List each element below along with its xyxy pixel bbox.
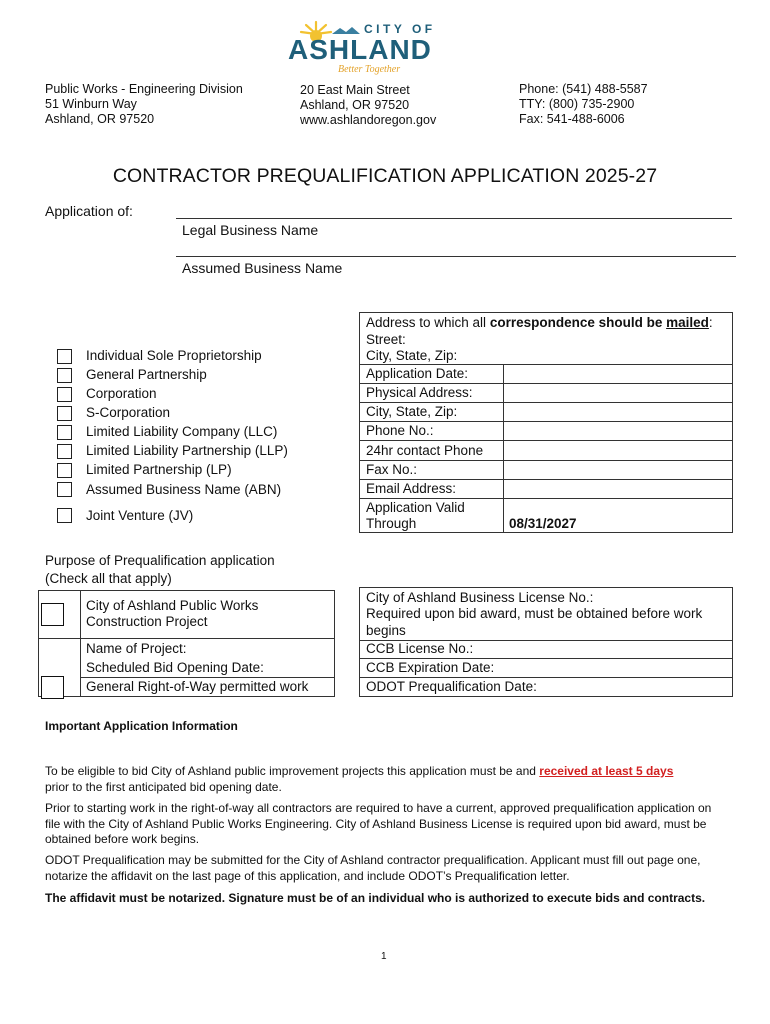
city-website-link[interactable]: www.ashlandoregon.gov xyxy=(300,113,437,127)
affidavit-paragraph: The affidavit must be notarized. Signature must be of an individual who is authorized to execute bids and contracts. xyxy=(45,891,706,905)
row-divider xyxy=(360,460,732,461)
license-row-divider xyxy=(360,658,732,659)
odot-prequalification-label: ODOT Prequalification Date: xyxy=(366,679,537,694)
row-divider xyxy=(360,402,732,403)
right-of-way-work-label: General Right-of-Way permitted work xyxy=(86,679,309,694)
entity-label-s-corporation: S-Corporation xyxy=(86,405,171,420)
deadline-highlight: received at least 5 days xyxy=(539,764,674,778)
page-title: CONTRACTOR PREQUALIFICATION APPLICATION 2025-27 xyxy=(112,165,658,187)
checkbox-right-of-way-work[interactable] xyxy=(41,676,64,699)
valid-through-date: 08/31/2027 xyxy=(509,516,577,531)
eligibility-text: To be eligible to bid City of Ashland public improvement projects this application must be and xyxy=(45,764,540,778)
assumed-name-label: Assumed Business Name xyxy=(182,260,343,276)
application-of-label: Application of: xyxy=(45,203,133,219)
logo-city-of: CITY OF xyxy=(364,22,436,36)
checkbox-joint-venture[interactable] xyxy=(57,508,72,523)
checkbox-sole-proprietorship[interactable] xyxy=(57,349,72,364)
checkbox-lp[interactable] xyxy=(57,463,72,478)
important-heading: Important Application Information xyxy=(45,719,238,733)
phone-number: Phone: (541) 488-5587 xyxy=(519,82,648,96)
city-logo xyxy=(282,20,452,78)
mailing-city-state-zip-label: City, State, Zip: xyxy=(366,348,458,363)
entity-label-llp: Limited Liability Partnership (LLP) xyxy=(86,443,288,458)
checkbox-llc[interactable] xyxy=(57,425,72,440)
division-street: 51 Winburn Way xyxy=(45,97,137,111)
mailing-street-label: Street: xyxy=(366,332,406,347)
application-date-label: Application Date: xyxy=(366,366,469,381)
bid-opening-date-label: Scheduled Bid Opening Date: xyxy=(86,660,264,675)
physical-address-label: Physical Address: xyxy=(366,385,473,400)
mountain-icon xyxy=(332,27,360,34)
physical-city-state-zip-label: City, State, Zip: xyxy=(366,404,458,419)
tty-number: TTY: (800) 735-2900 xyxy=(519,97,635,111)
row-divider xyxy=(360,364,732,365)
column-divider xyxy=(503,364,504,532)
entity-label-lp: Limited Partnership (LP) xyxy=(86,462,232,477)
purpose-row-divider xyxy=(80,677,335,678)
project-name-label: Name of Project: xyxy=(86,641,187,656)
division-name: Public Works - Engineering Division xyxy=(45,82,243,96)
checkbox-llp[interactable] xyxy=(57,444,72,459)
business-license-note: Required upon bid award, must be obtained before work xyxy=(366,606,703,621)
ccb-expiration-label: CCB Expiration Date: xyxy=(366,660,495,675)
checkbox-abn[interactable] xyxy=(57,482,72,497)
eligibility-text-cont: prior to the first anticipated bid opening date. xyxy=(45,779,282,794)
mailing-address-heading xyxy=(366,315,713,330)
row-divider xyxy=(360,479,732,480)
email-address-label: Email Address: xyxy=(366,481,457,496)
purpose-column-divider xyxy=(80,590,81,696)
business-license-label: City of Ashland Business License No.: xyxy=(366,590,594,605)
checkbox-corporation[interactable] xyxy=(57,387,72,402)
mailing-heading-bold: correspondence should be xyxy=(489,315,667,330)
city-hall-street: 20 East Main Street xyxy=(300,83,410,97)
division-city: Ashland, OR 97520 xyxy=(45,112,155,126)
fax-no-label: Fax No.: xyxy=(366,462,418,477)
logo-ashland: ASHLAND xyxy=(288,34,432,65)
ccb-license-label: CCB License No.: xyxy=(366,641,474,656)
eligibility-paragraph xyxy=(45,764,725,795)
purpose-heading: Purpose of Prequalification application xyxy=(45,553,275,568)
assumed-name-line[interactable] xyxy=(176,256,736,257)
valid-through-label-line2: Through xyxy=(366,516,417,531)
row-divider xyxy=(360,421,732,422)
entity-label-llc: Limited Liability Company (LLC) xyxy=(86,424,278,439)
header-right-contact xyxy=(519,82,648,127)
legal-name-label: Legal Business Name xyxy=(182,222,319,238)
construction-project-label-line1: City of Ashland Public Works xyxy=(86,598,259,613)
entity-label-corporation: Corporation xyxy=(86,386,157,401)
business-license-note-cont: begins xyxy=(366,623,406,638)
row-divider xyxy=(360,383,732,384)
checkbox-construction-project[interactable] xyxy=(41,603,64,626)
construction-project-label-line2: Construction Project xyxy=(86,614,208,629)
row-divider xyxy=(360,498,732,499)
fax-number: Fax: 541-488-6006 xyxy=(519,112,625,126)
checkbox-general-partnership[interactable] xyxy=(57,368,72,383)
header-left-address xyxy=(45,82,243,127)
odot-paragraph: ODOT Prequalification may be submitted for the City of Ashland contractor prequalification. Applicant must fill out page one, notarize the affidavit on the last page of this application, and include ODOT’s Prequalification letter. xyxy=(45,853,701,883)
entity-label-sole-proprietorship: Individual Sole Proprietorship xyxy=(86,348,262,363)
logo-tagline: Better Together xyxy=(338,64,401,75)
purpose-row-divider xyxy=(38,638,335,639)
right-of-way-paragraph: Prior to starting work in the right-of-way all contractors are required to have a current, approved prequalification application on file with the City of Ashland Public Works Engineering. City of Ashland Business License is required upon bid award, must be obtained before work begins. xyxy=(45,801,712,846)
purpose-subheading: (Check all that apply) xyxy=(45,571,172,586)
legal-name-line[interactable] xyxy=(176,218,732,219)
mailing-heading-prefix: Address to which all xyxy=(366,315,490,330)
page-number: 1 xyxy=(381,951,387,962)
mailing-heading-suffix: : xyxy=(708,315,713,330)
city-hall-city: Ashland, OR 97520 xyxy=(300,98,410,112)
entity-label-abn: Assumed Business Name (ABN) xyxy=(86,482,282,497)
entity-label-joint-venture: Joint Venture (JV) xyxy=(86,508,194,523)
license-row-divider xyxy=(360,677,732,678)
contact-phone-24hr-label: 24hr contact Phone xyxy=(366,443,484,458)
entity-label-general-partnership: General Partnership xyxy=(86,367,207,382)
checkbox-s-corporation[interactable] xyxy=(57,406,72,421)
valid-through-label-line1: Application Valid xyxy=(366,500,465,515)
phone-no-label: Phone No.: xyxy=(366,423,434,438)
mailing-heading-underline: mailed xyxy=(666,315,709,330)
row-divider xyxy=(360,440,732,441)
header-center-address xyxy=(300,83,436,128)
